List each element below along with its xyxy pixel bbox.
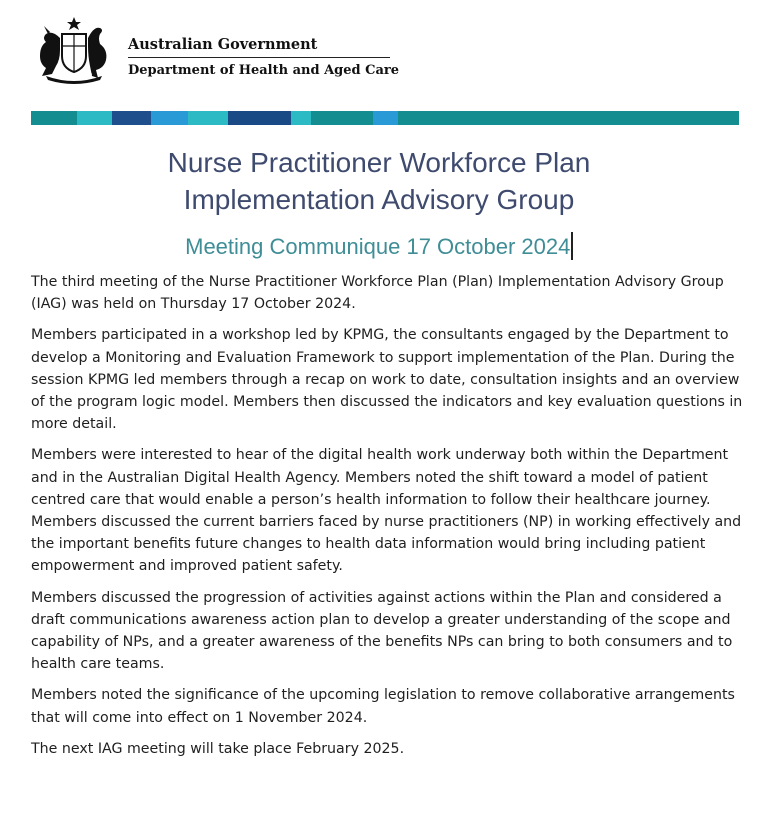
- title-line-2: Implementation Advisory Group: [183, 184, 575, 215]
- stripe-segment: [373, 111, 398, 125]
- stripe-segment: [151, 111, 188, 125]
- paragraph: Members noted the significance of the upcoming legislation to remove collaborative arrangements that will come into effect on 1 November 2024.: [31, 687, 735, 726]
- paragraph: Members participated in a workshop led by KPMG, the consultants engaged by the Department to develop a Monitoring and Evaluation Framework to support implementation of the Plan. During the session KPMG led members through a recap on work to date, consultation insights and an overview of the program logic model. Members then discussed the indicators and key evaluation questions in more detail.: [31, 327, 743, 433]
- stripe-segment: [31, 111, 77, 125]
- department-name: Department of Health and Aged Care: [128, 63, 400, 78]
- page-subtitle: [0, 232, 758, 262]
- paragraph: The next IAG meeting will take place February 2025.: [31, 740, 405, 757]
- paragraph: Members were interested to hear of the digital health work underway both within the Department and in the Australian Digital Health Agency. Members noted the shift toward a model of patient centred care that would enable a person’s health information to follow their healthcare journey. Members discussed the current barriers faced by nurse practitioners (NP) in working effectively and the important benefits future changes to health data information would bring including patient empowerment and improved patient safety.: [31, 447, 742, 575]
- stripe-segment: [398, 111, 739, 125]
- subtitle-text: Meeting Communique 17 October 2024: [185, 234, 571, 259]
- paragraph: The third meeting of the Nurse Practitioner Workforce Plan (Plan) Implementation Advisory Group (IAG) was held on Thursday 17 October 2024.: [31, 274, 724, 313]
- coat-of-arms-icon: [32, 16, 116, 84]
- page-title: [0, 144, 758, 218]
- stripe-segment: [112, 111, 151, 125]
- stripe-segment: [188, 111, 228, 125]
- organisation-name: [128, 36, 400, 78]
- stripe-segment: [77, 111, 112, 125]
- paragraph: Members discussed the progression of activities against actions within the Plan and considered a draft communications awareness action plan to develop a greater understanding of the scope and capability of NPs, and a greater awareness of the benefits NPs can bring to both consumers and to health care teams.: [31, 589, 733, 673]
- stripe-segment: [228, 111, 291, 125]
- color-stripe: [31, 111, 739, 125]
- stripe-segment: [311, 111, 373, 125]
- government-name: Australian Government: [128, 36, 390, 58]
- stripe-segment: [291, 111, 311, 125]
- document-header: [32, 16, 400, 86]
- text-cursor: [571, 232, 573, 260]
- title-line-1: Nurse Practitioner Workforce Plan: [167, 147, 591, 178]
- communique-body: [31, 271, 743, 769]
